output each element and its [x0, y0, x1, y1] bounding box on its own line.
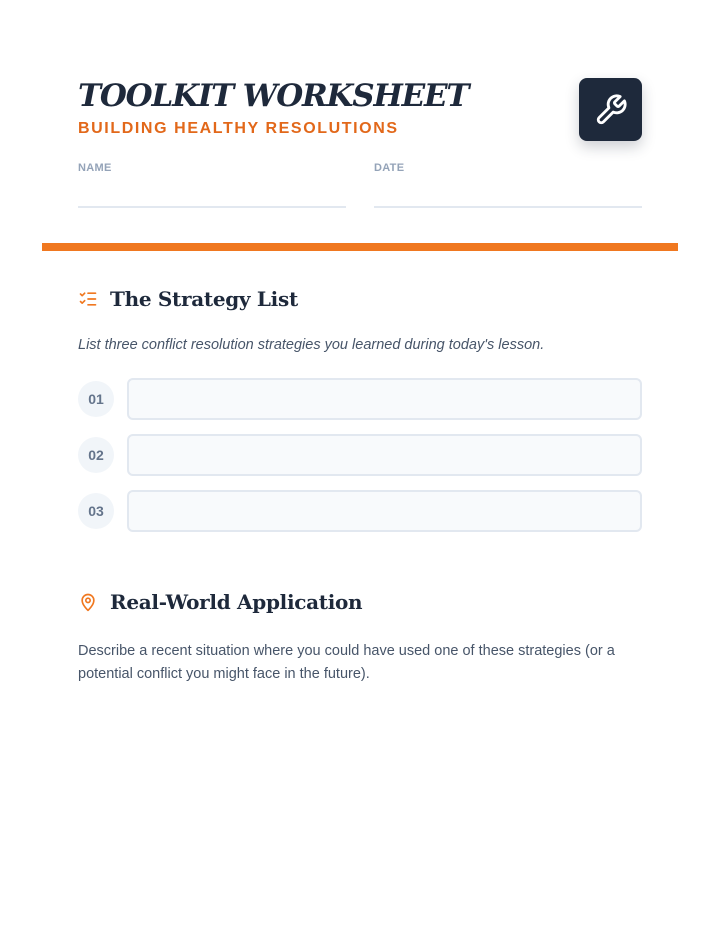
- strategy-input-2[interactable]: [127, 434, 642, 476]
- page-title: TOOLKIT WORKSHEET: [78, 78, 469, 114]
- tool-badge: [579, 78, 642, 141]
- worksheet-header: [78, 74, 642, 144]
- strategy-input-3[interactable]: [127, 490, 642, 532]
- date-line[interactable]: [374, 206, 642, 208]
- date-field[interactable]: [374, 162, 642, 174]
- strategy-number: 01: [78, 381, 114, 417]
- name-line[interactable]: [78, 206, 346, 208]
- strategy-row: [78, 490, 642, 532]
- strategy-instruction: List three conflict resolution strategies you learned during today's lesson.: [78, 337, 545, 353]
- wrench-icon: [594, 93, 628, 127]
- strategy-row: [78, 378, 642, 420]
- application-description: Describe a recent situation where you could have used one of these strategies (or a potential conflict you might face in the future).: [78, 643, 615, 682]
- page-subtitle: BUILDING HEALTHY RESOLUTIONS: [78, 120, 399, 137]
- strategy-row: [78, 434, 642, 476]
- map-pin-icon: [78, 591, 98, 613]
- strategy-number: 03: [78, 493, 114, 529]
- accent-divider: [42, 243, 678, 251]
- application-section-heading: [78, 590, 362, 614]
- date-label: DATE: [374, 162, 405, 174]
- strategy-number: 02: [78, 437, 114, 473]
- checklist-icon: [78, 289, 98, 309]
- name-label: NAME: [78, 162, 112, 174]
- strategy-heading: The Strategy List: [110, 287, 298, 311]
- application-heading: Real-World Application: [110, 590, 363, 614]
- strategy-input-1[interactable]: [127, 378, 642, 420]
- name-field[interactable]: [78, 162, 346, 174]
- strategy-section-heading: [78, 287, 298, 311]
